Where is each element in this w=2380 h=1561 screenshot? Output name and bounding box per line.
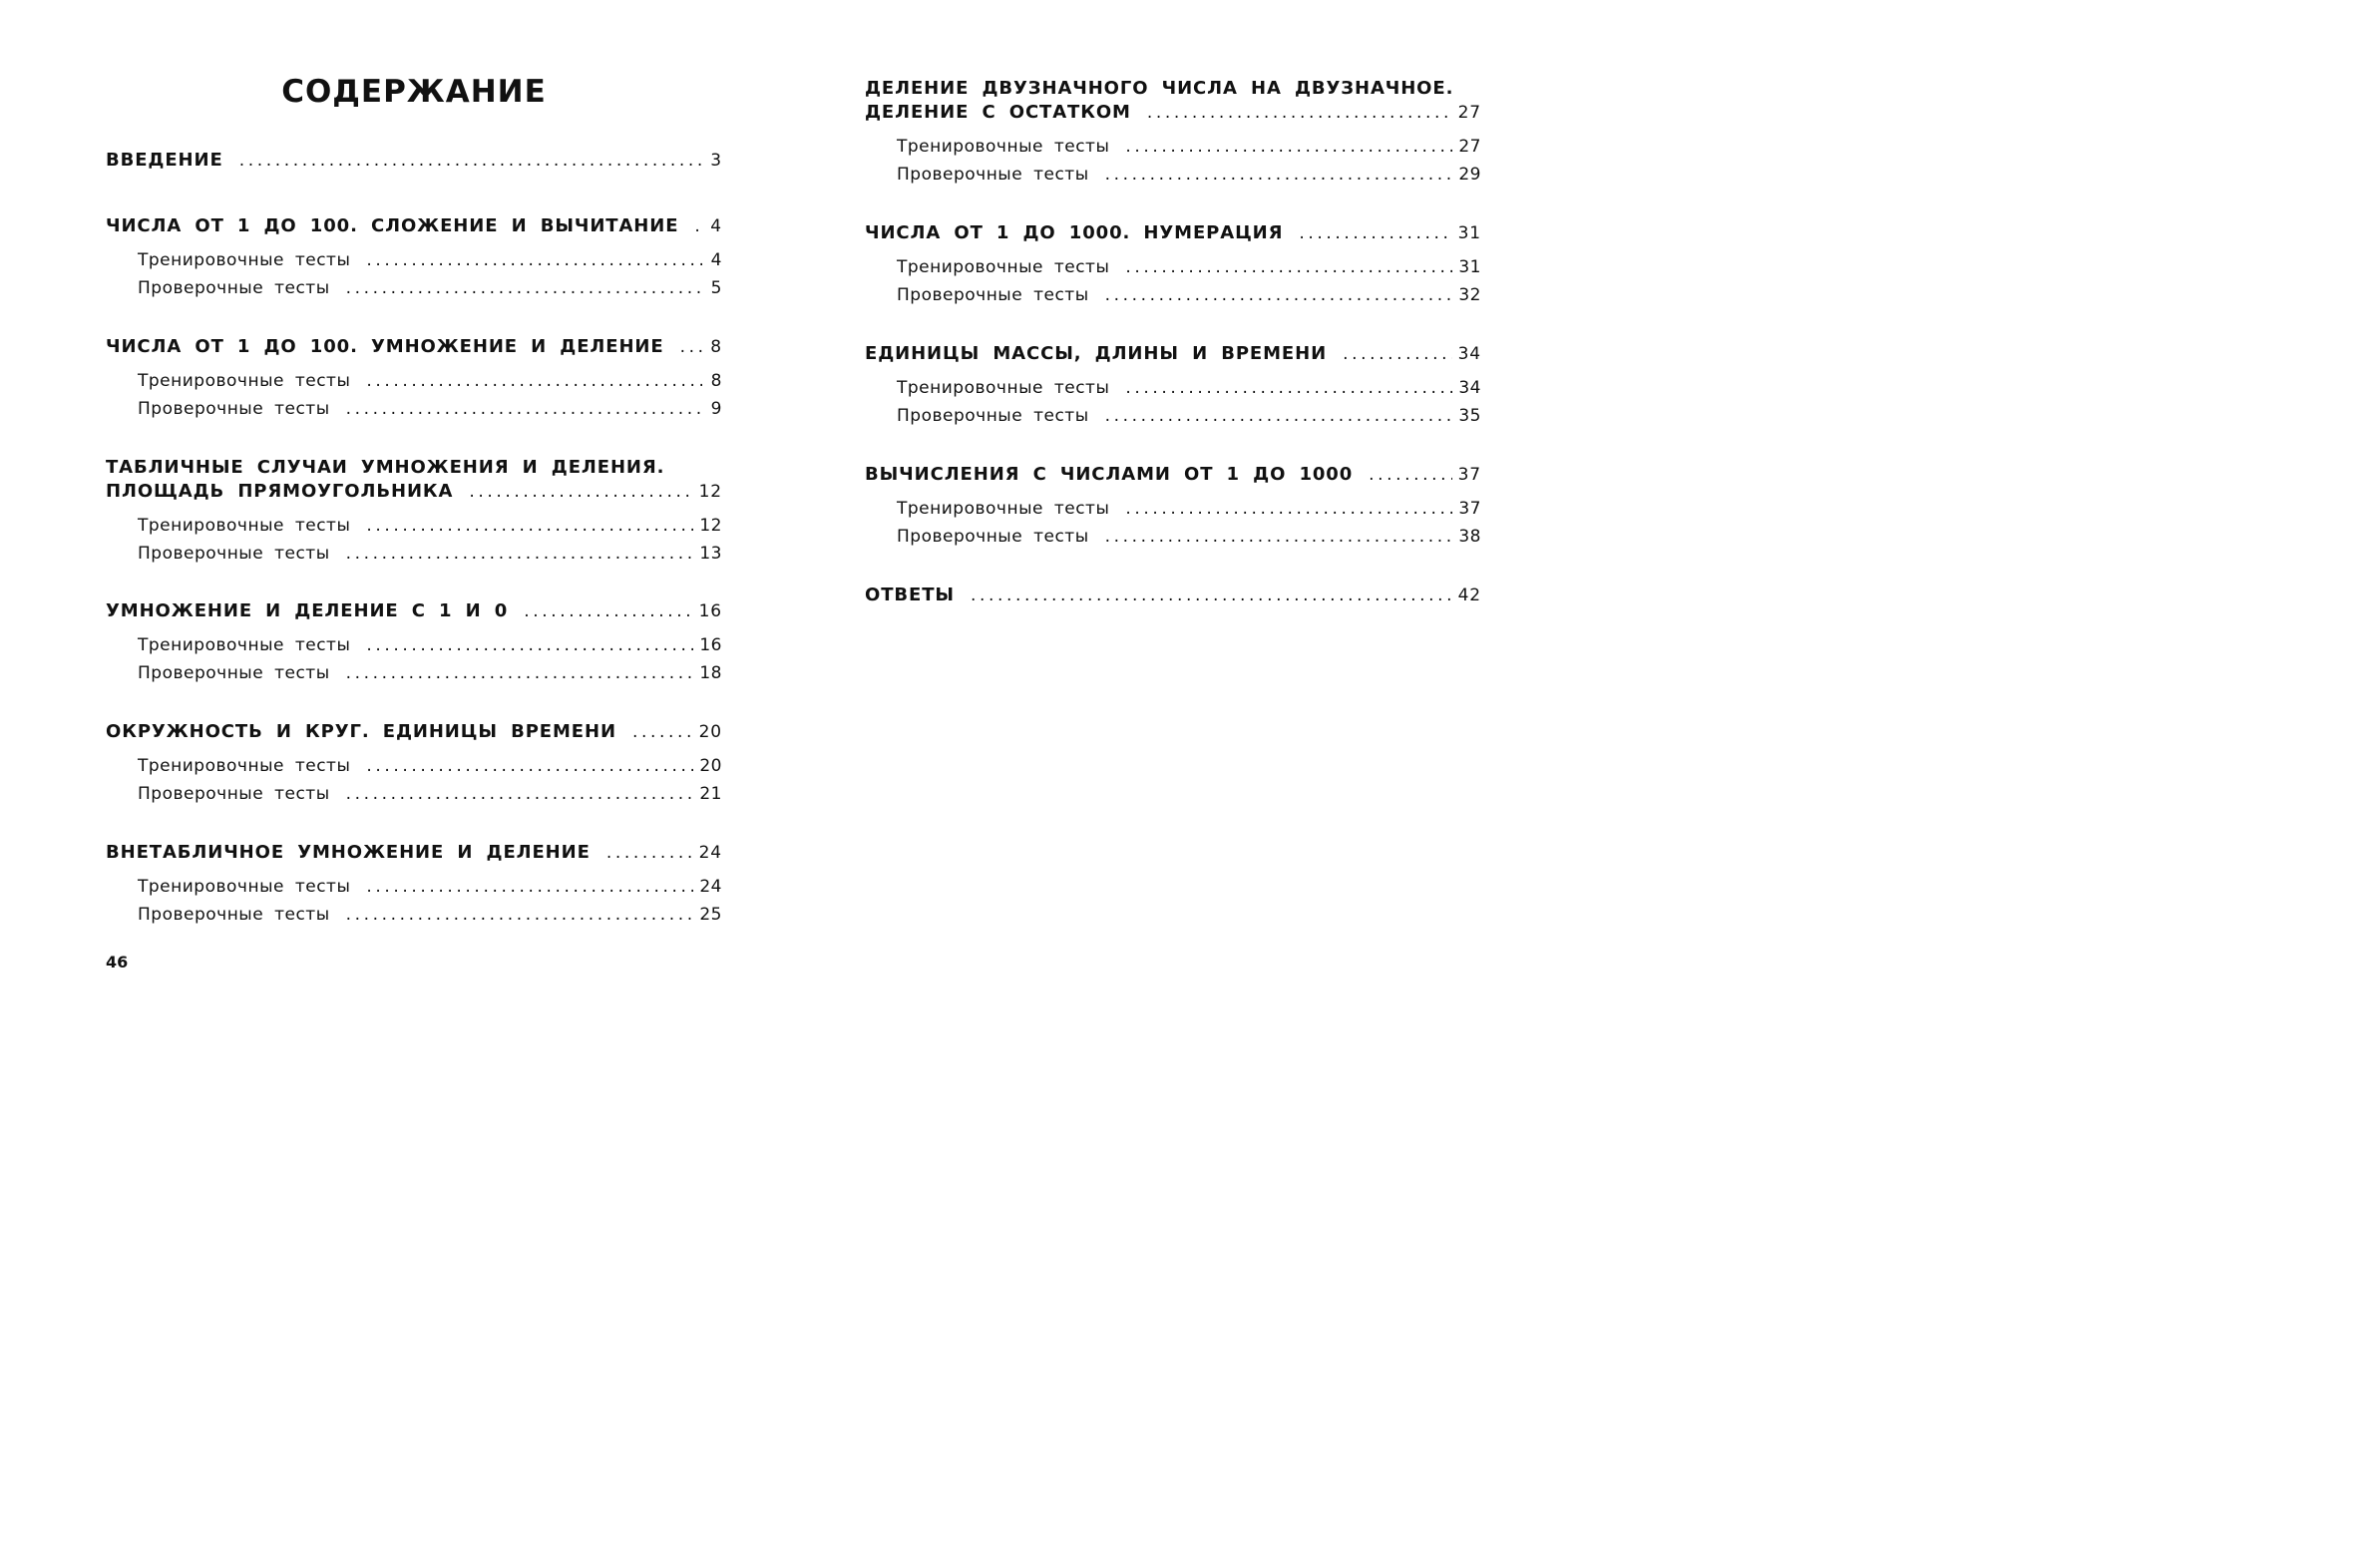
entry-title: ОКРУЖНОСТЬ И КРУГ. ЕДИНИЦЫ ВРЕМЕНИ <box>106 721 616 742</box>
toc-section <box>106 456 722 568</box>
toc-entry <box>865 101 1481 125</box>
entry-page-number: 9 <box>710 399 722 419</box>
page-title: СОДЕРЖАНИЕ <box>281 74 547 110</box>
toc-section <box>106 335 722 423</box>
toc-entry <box>865 77 1481 101</box>
dot-leader <box>1105 523 1453 551</box>
dot-leader <box>346 540 694 568</box>
toc-section <box>865 463 1481 551</box>
toc-subentry <box>865 402 1481 430</box>
entry-title: Тренировочные тесты <box>138 250 351 270</box>
dot-leader <box>1105 281 1453 309</box>
toc-section <box>865 584 1481 607</box>
entry-title: Тренировочные тесты <box>897 378 1110 398</box>
entry-title: Тренировочные тесты <box>138 635 351 655</box>
toc-subentry <box>106 367 722 395</box>
toc-entry <box>106 841 722 865</box>
toc-section <box>106 841 722 929</box>
entry-title: ДЕЛЕНИЕ С ОСТАТКОМ <box>865 102 1131 123</box>
dot-leader <box>346 901 694 929</box>
page-number: 46 <box>106 953 129 972</box>
entry-title: ЕДИНИЦЫ МАССЫ, ДЛИНЫ И ВРЕМЕНИ <box>865 343 1328 364</box>
entry-page-number: 24 <box>698 843 722 863</box>
entry-page-number: 27 <box>1457 103 1481 123</box>
entry-page-number: 16 <box>698 601 722 621</box>
entry-title: ВЫЧИСЛЕНИЯ С ЧИСЛАМИ ОТ 1 ДО 1000 <box>865 464 1354 485</box>
entry-page-number: 31 <box>1458 257 1481 277</box>
entry-page-number: 5 <box>710 278 722 298</box>
entry-title: Тренировочные тесты <box>897 499 1110 519</box>
entry-page-number: 27 <box>1458 137 1481 157</box>
entry-page-number: 8 <box>710 371 722 391</box>
entry-title: Проверочные тесты <box>897 527 1089 547</box>
entry-page-number: 20 <box>699 756 722 776</box>
toc-subentry <box>106 873 722 901</box>
toc-entry <box>106 214 722 238</box>
toc-entry <box>865 342 1481 366</box>
dot-leader <box>346 274 702 302</box>
entry-title: ТАБЛИЧНЫЕ СЛУЧАИ УМНОЖЕНИЯ И ДЕЛЕНИЯ. <box>106 457 665 478</box>
entry-page-number: 20 <box>698 722 722 742</box>
dot-leader <box>1105 402 1453 430</box>
toc-entry <box>106 720 722 744</box>
entry-title: ВНЕТАБЛИЧНОЕ УМНОЖЕНИЕ И ДЕЛЕНИЕ <box>106 842 591 863</box>
entry-title: Тренировочные тесты <box>138 877 351 897</box>
entry-page-number: 42 <box>1457 585 1481 605</box>
entry-page-number: 12 <box>699 516 722 536</box>
entry-page-number: 25 <box>699 905 722 925</box>
entry-page-number: 31 <box>1457 223 1481 243</box>
toc-subentry <box>106 512 722 540</box>
entry-page-number: 12 <box>698 482 722 502</box>
toc-subentry <box>865 281 1481 309</box>
toc-entry <box>865 463 1481 487</box>
entry-title: Проверочные тесты <box>138 399 330 419</box>
dot-leader <box>1125 374 1452 402</box>
entry-title: ВВЕДЕНИЕ <box>106 150 223 171</box>
dot-leader <box>1125 253 1452 281</box>
dot-leader <box>971 584 1452 607</box>
entry-title: Проверочные тесты <box>897 406 1089 426</box>
dot-leader <box>632 720 693 744</box>
toc-subentry <box>106 659 722 687</box>
toc-subentry <box>106 901 722 929</box>
toc-subentry <box>106 631 722 659</box>
dot-leader <box>366 512 693 540</box>
dot-leader <box>366 631 693 659</box>
dot-leader <box>694 214 702 238</box>
toc-section <box>106 720 722 808</box>
entry-title: ДЕЛЕНИЕ ДВУЗНАЧНОГО ЧИСЛА НА ДВУЗНАЧНОЕ. <box>865 78 1454 99</box>
entry-page-number: 8 <box>710 337 722 357</box>
toc-subentry <box>106 752 722 780</box>
entry-title: Тренировочные тесты <box>897 137 1110 157</box>
entry-title: УМНОЖЕНИЕ И ДЕЛЕНИЕ С 1 И 0 <box>106 600 509 621</box>
entry-title: Проверочные тесты <box>138 544 330 564</box>
toc-subentry <box>106 274 722 302</box>
dot-leader <box>1105 161 1453 189</box>
dot-leader <box>239 149 702 173</box>
dot-leader <box>366 752 693 780</box>
toc-entry <box>865 584 1481 607</box>
toc-subentry <box>106 540 722 568</box>
toc-section <box>106 214 722 302</box>
toc-subentry <box>865 161 1481 189</box>
dot-leader <box>680 335 702 359</box>
dot-leader <box>1125 133 1452 161</box>
entry-page-number: 13 <box>699 544 722 564</box>
toc-section <box>865 221 1481 309</box>
dot-leader <box>346 780 694 808</box>
toc-entry <box>106 599 722 623</box>
entry-title: Тренировочные тесты <box>897 257 1110 277</box>
entry-page-number: 34 <box>1458 378 1481 398</box>
entry-page-number: 4 <box>710 250 722 270</box>
dot-leader <box>524 599 692 623</box>
toc-entry <box>106 456 722 480</box>
toc-subentry <box>865 495 1481 523</box>
entry-title: Тренировочные тесты <box>138 516 351 536</box>
toc-subentry <box>865 133 1481 161</box>
entry-page-number: 16 <box>699 635 722 655</box>
entry-page-number: 18 <box>699 663 722 683</box>
entry-page-number: 34 <box>1457 344 1481 364</box>
entry-title: Проверочные тесты <box>138 784 330 804</box>
dot-leader <box>366 246 702 274</box>
entry-title: Проверочные тесты <box>897 165 1089 185</box>
dot-leader <box>469 480 692 504</box>
entry-page-number: 4 <box>710 216 722 236</box>
entry-page-number: 3 <box>710 151 722 171</box>
dot-leader <box>1369 463 1451 487</box>
entry-title: Проверочные тесты <box>138 905 330 925</box>
entry-page-number: 38 <box>1458 527 1481 547</box>
entry-page-number: 37 <box>1458 499 1481 519</box>
dot-leader <box>346 659 694 687</box>
entry-title: ОТВЕТЫ <box>865 585 955 605</box>
toc-entry <box>865 221 1481 245</box>
entry-page-number: 29 <box>1458 165 1481 185</box>
toc-subentry <box>865 253 1481 281</box>
entry-title: Проверочные тесты <box>138 278 330 298</box>
dot-leader <box>606 841 693 865</box>
dot-leader <box>1125 495 1452 523</box>
entry-title: ПЛОЩАДЬ ПРЯМОУГОЛЬНИКА <box>106 481 454 502</box>
toc-entry <box>106 335 722 359</box>
toc-subentry <box>865 523 1481 551</box>
dot-leader <box>1299 221 1451 245</box>
entry-title: Тренировочные тесты <box>138 371 351 391</box>
entry-title: Проверочные тесты <box>897 285 1089 305</box>
toc-subentry <box>106 395 722 423</box>
dot-leader <box>366 873 693 901</box>
entry-page-number: 32 <box>1458 285 1481 305</box>
dot-leader <box>1343 342 1452 366</box>
dot-leader <box>1147 101 1452 125</box>
toc-entry <box>106 149 722 173</box>
toc-entry <box>106 480 722 504</box>
entry-page-number: 37 <box>1457 465 1481 485</box>
entry-title: Тренировочные тесты <box>138 756 351 776</box>
toc-subentry <box>865 374 1481 402</box>
toc-subentry <box>106 246 722 274</box>
toc-section <box>106 149 722 173</box>
dot-leader <box>346 395 702 423</box>
dot-leader <box>366 367 702 395</box>
entry-page-number: 24 <box>699 877 722 897</box>
entry-title: ЧИСЛА ОТ 1 ДО 1000. НУМЕРАЦИЯ <box>865 222 1284 243</box>
entry-title: ЧИСЛА ОТ 1 ДО 100. УМНОЖЕНИЕ И ДЕЛЕНИЕ <box>106 336 664 357</box>
toc-section <box>865 77 1481 189</box>
toc-section <box>865 342 1481 430</box>
entry-title: Проверочные тесты <box>138 663 330 683</box>
entry-page-number: 21 <box>699 784 722 804</box>
toc-subentry <box>106 780 722 808</box>
entry-page-number: 35 <box>1458 406 1481 426</box>
entry-title: ЧИСЛА ОТ 1 ДО 100. СЛОЖЕНИЕ И ВЫЧИТАНИЕ <box>106 215 679 236</box>
toc-section <box>106 599 722 687</box>
